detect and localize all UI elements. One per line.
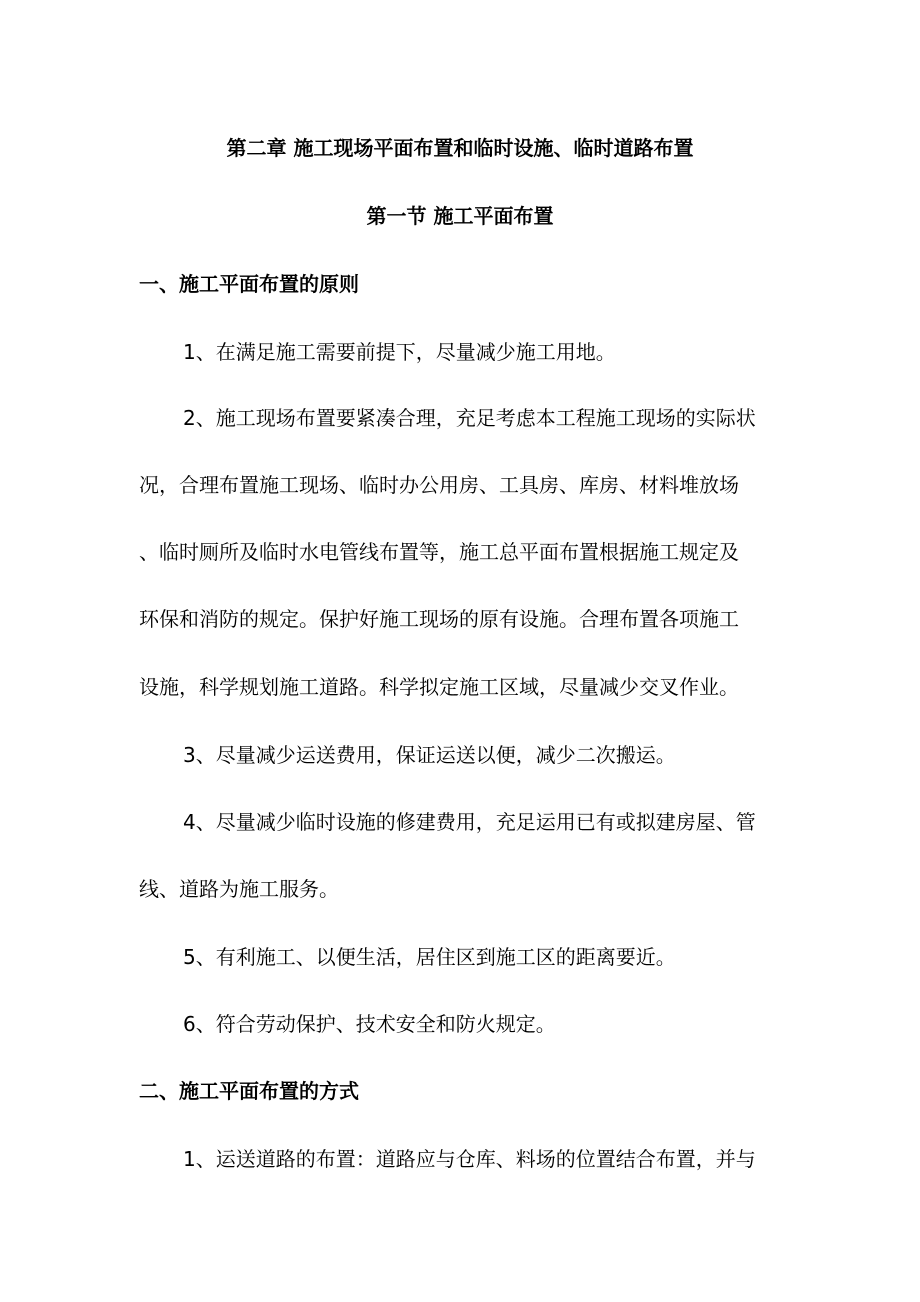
heading-principles: 一、施工平面布置的原则 [139,272,359,296]
principle-2-line-2: 况，合理布置施工现场、临时办公用房、工具房、库房、材料堆放场 [139,473,739,497]
chapter-title: 第二章 施工现场平面布置和临时设施、临时道路布置 [226,136,694,160]
principle-2-line-3: 、临时厕所及临时水电管线布置等，施工总平面布置根据施工规定及 [139,540,739,564]
principle-1: 1、在满足施工需要前提下，尽量减少施工用地。 [183,340,616,364]
principle-5: 5、有利施工、以便生活，居住区到施工区的距离要近。 [183,945,676,969]
principle-2-line-5: 设施，科学规划施工道路。科学拟定施工区域，尽量减少交叉作业。 [139,675,739,699]
method-1-line-1: 1、运送道路的布置：道路应与仓库、料场的位置结合布置，并与 [183,1147,756,1171]
principle-4-line-2: 线、道路为施工服务。 [139,877,339,901]
heading-methods: 二、施工平面布置的方式 [139,1079,359,1103]
principle-2-line-1: 2、施工现场布置要紧凑合理，充足考虑本工程施工现场的实际状 [183,406,756,430]
principle-6: 6、符合劳动保护、技术安全和防火规定。 [183,1012,556,1036]
principle-3: 3、尽量减少运送费用，保证运送以便，减少二次搬运。 [183,743,676,767]
section-title: 第一节 施工平面布置 [366,204,554,228]
principle-2-line-4: 环保和消防的规定。保护好施工现场的原有设施。合理布置各项施工 [139,607,739,631]
principle-4-line-1: 4、尽量减少临时设施的修建费用，充足运用已有或拟建房屋、管 [183,810,756,834]
